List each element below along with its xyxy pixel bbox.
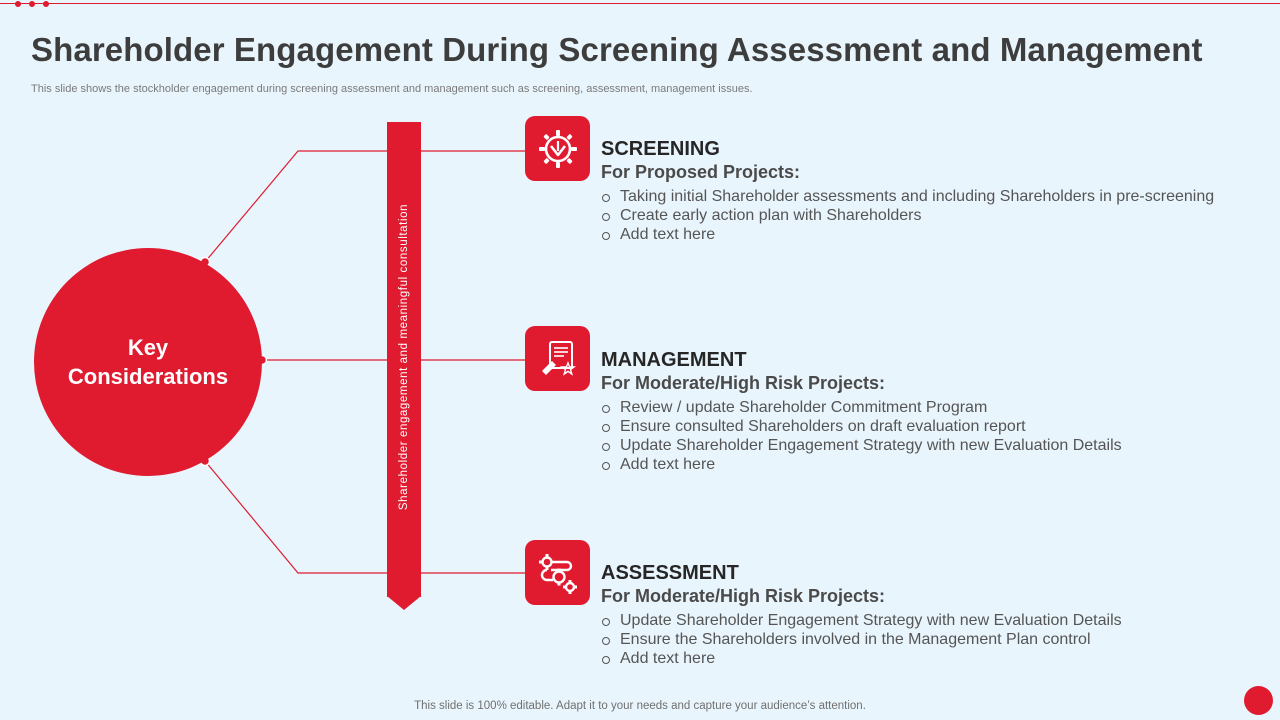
section-title: ASSESSMENT	[601, 562, 739, 584]
list-item: Ensure consulted Shareholders on draft evaluation report	[601, 417, 1261, 436]
list-item: Review / update Shareholder Commitment Program	[601, 398, 1261, 417]
list-item: Update Shareholder Engagement Strategy with new Evaluation Details	[601, 436, 1261, 455]
list-item: Update Shareholder Engagement Strategy with new Evaluation Details	[601, 611, 1261, 630]
center-label-line2: Considerations	[67, 364, 229, 389]
section-title: SCREENING	[601, 138, 720, 160]
management-icon-box	[525, 326, 590, 391]
list-item: Add text here	[601, 455, 1261, 474]
list-item: Ensure the Shareholders involved in the Management Plan control	[601, 630, 1261, 649]
vertical-bar-label: Shareholder engagement and meaningful consultation	[398, 203, 410, 511]
list-item: Add text here	[601, 649, 1261, 668]
slide-footer: This slide is 100% editable. Adapt it to your needs and capture your audience’s attention.	[414, 700, 866, 712]
screening-icon-box	[525, 116, 590, 181]
list-item: Add text here	[601, 225, 1261, 244]
section-management	[601, 348, 1261, 474]
assessment-icon-box	[525, 540, 590, 605]
connector-top	[205, 151, 525, 262]
key-considerations-circle	[34, 248, 262, 476]
corner-decor-dot	[1244, 686, 1273, 715]
slide-title: Shareholder Engagement During Screening Assessment and Management	[31, 31, 1203, 68]
slide-subtitle: This slide shows the stockholder engagement during screening assessment and management such as screening, assessment, management issues.	[31, 83, 753, 95]
list-item: Taking initial Shareholder assessments and including Shareholders in pre-screening	[601, 187, 1261, 206]
list-item: Create early action plan with Shareholders	[601, 206, 1261, 225]
section-subtitle: For Proposed Projects:	[601, 162, 801, 182]
document-pen-icon	[536, 337, 580, 381]
gear-check-icon	[536, 127, 580, 171]
section-subtitle: For Moderate/High Risk Projects:	[601, 586, 886, 606]
vertical-bar-arrow-tip	[387, 596, 421, 610]
section-screening	[601, 137, 1261, 244]
center-label-line1: Key	[127, 335, 169, 360]
bullet-list	[601, 611, 1261, 668]
bullet-list	[601, 398, 1261, 474]
section-assessment	[601, 561, 1261, 668]
gears-process-icon	[535, 550, 581, 596]
connector-bottom	[205, 461, 525, 573]
bullet-list	[601, 187, 1261, 244]
section-title: MANAGEMENT	[601, 349, 747, 371]
section-subtitle: For Moderate/High Risk Projects:	[601, 373, 886, 393]
